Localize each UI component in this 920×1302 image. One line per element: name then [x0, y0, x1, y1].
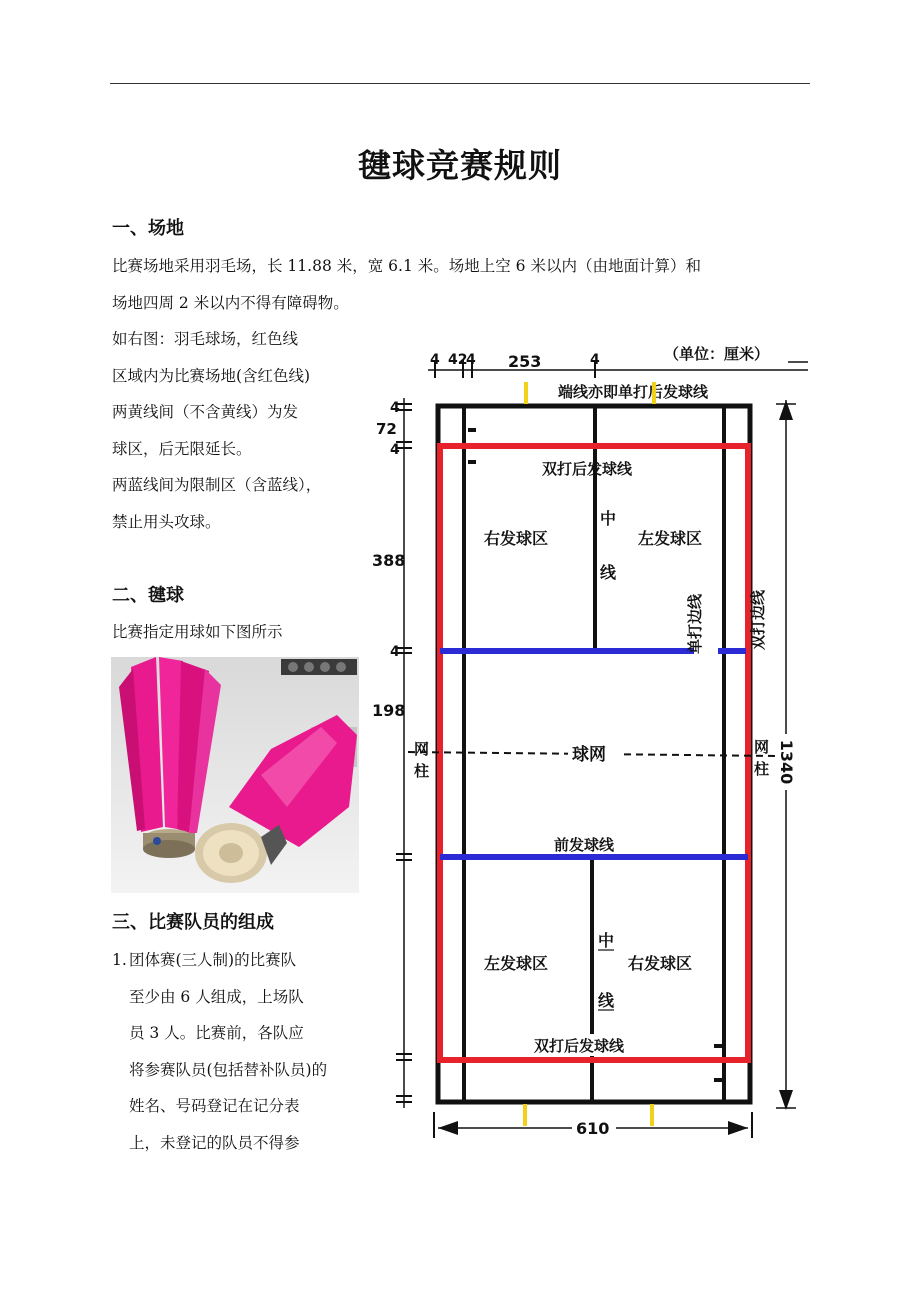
doubles-back-service-line-bottom: 双打后发球线: [534, 1037, 625, 1055]
dim-top-253: 253: [508, 352, 542, 371]
net-post-right-1: 网: [754, 738, 770, 756]
venue-line-2: 场地四周 2 米以内不得有障碍物。: [112, 293, 349, 312]
left-service-court-bottom: 左发球区: [484, 954, 549, 973]
singles-sideline-label: 单打边线: [686, 593, 704, 655]
team-rule-line-3: 员 3 人。比赛前，各队应: [129, 1024, 304, 1042]
shuttlecock-photo: [111, 657, 359, 893]
arrow-right-icon: [728, 1121, 748, 1135]
team-rule-line-5: 姓名、号码登记在记分表: [129, 1097, 300, 1115]
left-service-court-top: 左发球区: [638, 529, 703, 548]
team-rule-item-1: [112, 942, 372, 1161]
dim-left-198: 198: [372, 701, 406, 720]
page-title: 毽球竞赛规则: [358, 146, 562, 185]
doubles-back-service-line-top: 双打后发球线: [542, 460, 633, 478]
list-number: 1.: [112, 951, 127, 969]
right-service-court-bottom: 右发球区: [628, 954, 693, 973]
header-rule: [110, 83, 810, 84]
net-post-left-2: 柱: [414, 762, 430, 780]
net-post-right-2: 柱: [754, 760, 770, 778]
dim-left-4a: 4: [390, 400, 400, 416]
court-diagram: [368, 338, 808, 1150]
dim-top-42: 42: [448, 352, 468, 368]
dim-top-4c: 4: [590, 352, 600, 368]
dim-left-4b: 4: [390, 442, 400, 458]
court-description: [112, 321, 372, 540]
team-rule-line-4: 将参赛队员(包括替补队员)的: [129, 1060, 328, 1079]
dim-bottom-610: 610: [576, 1119, 610, 1138]
section-heading-shuttlecock: 二、毽球: [112, 585, 184, 606]
center-line-label-top-1: 中: [600, 509, 617, 528]
end-line-label: 端线亦即单打后发球线: [558, 383, 709, 401]
court-desc-line-5: 两蓝线间为限制区（含蓝线），: [112, 476, 322, 494]
center-line-label-top-2: 线: [600, 563, 617, 582]
court-desc-line-1: 如右图：羽毛球场，红色线: [112, 330, 299, 348]
front-service-line-label: 前发球线: [554, 836, 615, 854]
arrow-down-icon: [779, 1090, 793, 1110]
team-rule-line-2: 至少由 6 人组成，上场队: [129, 987, 304, 1006]
court-desc-line-6: 禁止用头攻球。: [112, 512, 221, 531]
court-desc-line-2: 区域内为比赛场地(含红色线): [112, 366, 311, 385]
dim-top-4b: 4: [466, 352, 476, 368]
court-desc-line-4: 球区，后无限延长。: [112, 439, 252, 458]
shuttlecock-paragraph: 比赛指定用球如下图所示: [112, 623, 283, 641]
venue-line-1: 比赛场地采用羽毛场，长 11.88 米，宽 6.1 米。场地上空 6 米以内（由地面计算）和: [112, 257, 701, 275]
right-service-court-top: 右发球区: [484, 529, 549, 548]
court-desc-line-3: 两黄线间（不含黄线）为发: [112, 403, 299, 421]
arrow-left-icon: [438, 1121, 458, 1135]
center-line-label-bottom-1: 中: [598, 931, 615, 950]
dim-top-4a: 4: [430, 352, 440, 368]
dim-left-4c: 4: [390, 644, 400, 660]
doubles-sideline-label: 双打边线: [749, 589, 767, 651]
net-label: 球网: [572, 745, 606, 765]
center-line-label-bottom-2: 线: [598, 991, 615, 1010]
venue-paragraph: [112, 248, 812, 321]
team-rule-line-1: 团体赛(三人制)的比赛队: [129, 951, 297, 969]
unit-label: （单位：厘米）: [664, 345, 770, 363]
section-heading-team: 三、比赛队员的组成: [112, 912, 274, 933]
arrow-up-icon: [779, 400, 793, 420]
dim-left-72: 72: [376, 420, 397, 438]
dim-right-1340: 1340: [777, 739, 796, 785]
section-heading-venue: 一、场地: [112, 218, 184, 239]
net-post-left-1: 网: [414, 740, 430, 758]
team-rule-line-6: 上，未登记的队员不得参: [129, 1133, 300, 1152]
dim-left-388: 388: [372, 551, 406, 570]
